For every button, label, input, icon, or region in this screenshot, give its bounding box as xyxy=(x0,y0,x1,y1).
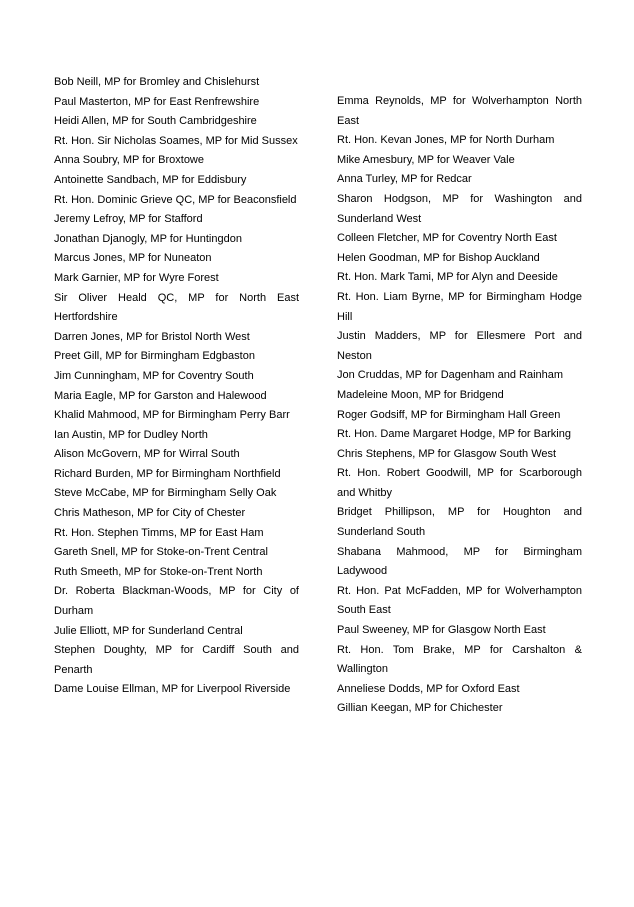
signatory-entry: Preet Gill, MP for Birmingham Edgbaston xyxy=(54,350,255,363)
signatory-entry: Marcus Jones, MP for Nuneaton xyxy=(54,252,212,265)
signatory-entry: Jon Cruddas, MP for Dagenham and Rainham xyxy=(337,369,564,382)
signatory-entry: Jim Cunningham, MP for Coventry South xyxy=(54,369,254,382)
signatory-entry: Justin Madders, MP for Ellesmere Port and Neston xyxy=(337,330,582,362)
signatory-entry: Jeremy Lefroy, MP for Stafford xyxy=(54,213,203,226)
signatory-entry: Emma Reynolds, MP for Wolverhampton North East xyxy=(337,95,582,127)
signatory-entry: Anna Soubry, MP for Broxtowe xyxy=(54,154,204,167)
signatory-entry: Rt. Hon. Kevan Jones, MP for North Durham xyxy=(337,134,555,147)
signatory-entry: Bridget Phillipson, MP for Houghton and Sunderland South xyxy=(337,506,582,539)
signatory-entry: Paul Sweeney, MP for Glasgow North East xyxy=(337,624,546,637)
signatories-left-column xyxy=(54,73,299,700)
signatory-entry: Khalid Mahmood, MP for Birmingham Perry Barr xyxy=(54,409,290,422)
signatory-entry: Jonathan Djanogly, MP for Huntingdon xyxy=(54,232,242,245)
signatory-entry: Ian Austin, MP for Dudley North xyxy=(54,428,208,441)
signatory-entry: Rt. Hon. Stephen Timms, MP for East Ham xyxy=(54,526,264,539)
signatory-entry: Paul Masterton, MP for East Renfrewshire xyxy=(54,95,260,108)
signatory-entry: Darren Jones, MP for Bristol North West xyxy=(54,330,250,343)
signatories-right-column xyxy=(337,92,582,719)
signatory-entry: Bob Neill, MP for Bromley and Chislehurst xyxy=(54,76,260,88)
signatory-entry: Roger Godsiff, MP for Birmingham Hall Green xyxy=(337,408,561,421)
signatory-entry: Anna Turley, MP for Redcar xyxy=(337,173,472,186)
signatory-entry: Dr. Roberta Blackman-Woods, MP for City of Durham xyxy=(54,585,299,618)
signatory-entry: Anneliese Dodds, MP for Oxford East xyxy=(337,682,520,695)
signatory-entry: Rt. Hon. Sir Nicholas Soames, MP for Mid Sussex xyxy=(54,134,298,147)
signatory-entry: Ruth Smeeth, MP for Stoke-on-Trent North xyxy=(54,565,263,578)
signatory-entry: Sharon Hodgson, MP for Washington and Sunderland West xyxy=(337,192,582,225)
signatory-entry: Shabana Mahmood, MP for Birmingham Ladywood xyxy=(337,545,582,578)
signatory-entry: Rt. Hon. Pat McFadden, MP for Wolverhampton South East xyxy=(337,584,582,617)
signatory-entry: Steve McCabe, MP for Birmingham Selly Oak xyxy=(54,487,277,500)
signatory-entry: Chris Matheson, MP for City of Chester xyxy=(54,507,246,520)
signatory-entry: Heidi Allen, MP for South Cambridgeshire xyxy=(54,115,257,128)
signatory-entry: Julie Elliott, MP for Sunderland Central xyxy=(54,624,243,637)
signatory-entry: Mark Garnier, MP for Wyre Forest xyxy=(54,271,219,284)
signatory-entry: Stephen Doughty, MP for Cardiff South and Penarth xyxy=(54,644,299,676)
signatory-entry: Rt. Hon. Liam Byrne, MP for Birmingham Hodge Hill xyxy=(337,290,582,323)
signatory-entry: Helen Goodman, MP for Bishop Auckland xyxy=(337,251,540,264)
signatory-entry: Sir Oliver Heald QC, MP for North East Hertfordshire xyxy=(54,291,299,324)
signatory-entry: Madeleine Moon, MP for Bridgend xyxy=(337,388,504,401)
signatory-entry: Gareth Snell, MP for Stoke-on-Trent Central xyxy=(54,546,268,559)
signatory-entry: Rt. Hon. Dominic Grieve QC, MP for Beaconsfield xyxy=(54,193,297,206)
signatory-entry: Mike Amesbury, MP for Weaver Vale xyxy=(337,153,515,166)
signatory-entry: Gillian Keegan, MP for Chichester xyxy=(337,702,503,715)
signatory-entry: Rt. Hon. Robert Goodwill, MP for Scarborough and Whitby xyxy=(337,467,582,499)
signatory-entry: Chris Stephens, MP for Glasgow South West xyxy=(337,447,557,460)
signatory-entry: Rt. Hon. Dame Margaret Hodge, MP for Barking xyxy=(337,428,571,441)
signatory-entry: Dame Louise Ellman, MP for Liverpool Riverside xyxy=(54,683,291,696)
signatory-entry: Maria Eagle, MP for Garston and Halewood xyxy=(54,389,267,402)
signatory-entry: Antoinette Sandbach, MP for Eddisbury xyxy=(54,173,247,186)
signatory-entry: Rt. Hon. Tom Brake, MP for Carshalton & Wallington xyxy=(337,643,582,676)
signatory-entry: Colleen Fletcher, MP for Coventry North East xyxy=(337,232,557,245)
signatory-entry: Richard Burden, MP for Birmingham Northfield xyxy=(54,467,281,480)
signatory-entry: Alison McGovern, MP for Wirral South xyxy=(54,448,240,461)
signatory-entry: Rt. Hon. Mark Tami, MP for Alyn and Deeside xyxy=(337,271,558,284)
